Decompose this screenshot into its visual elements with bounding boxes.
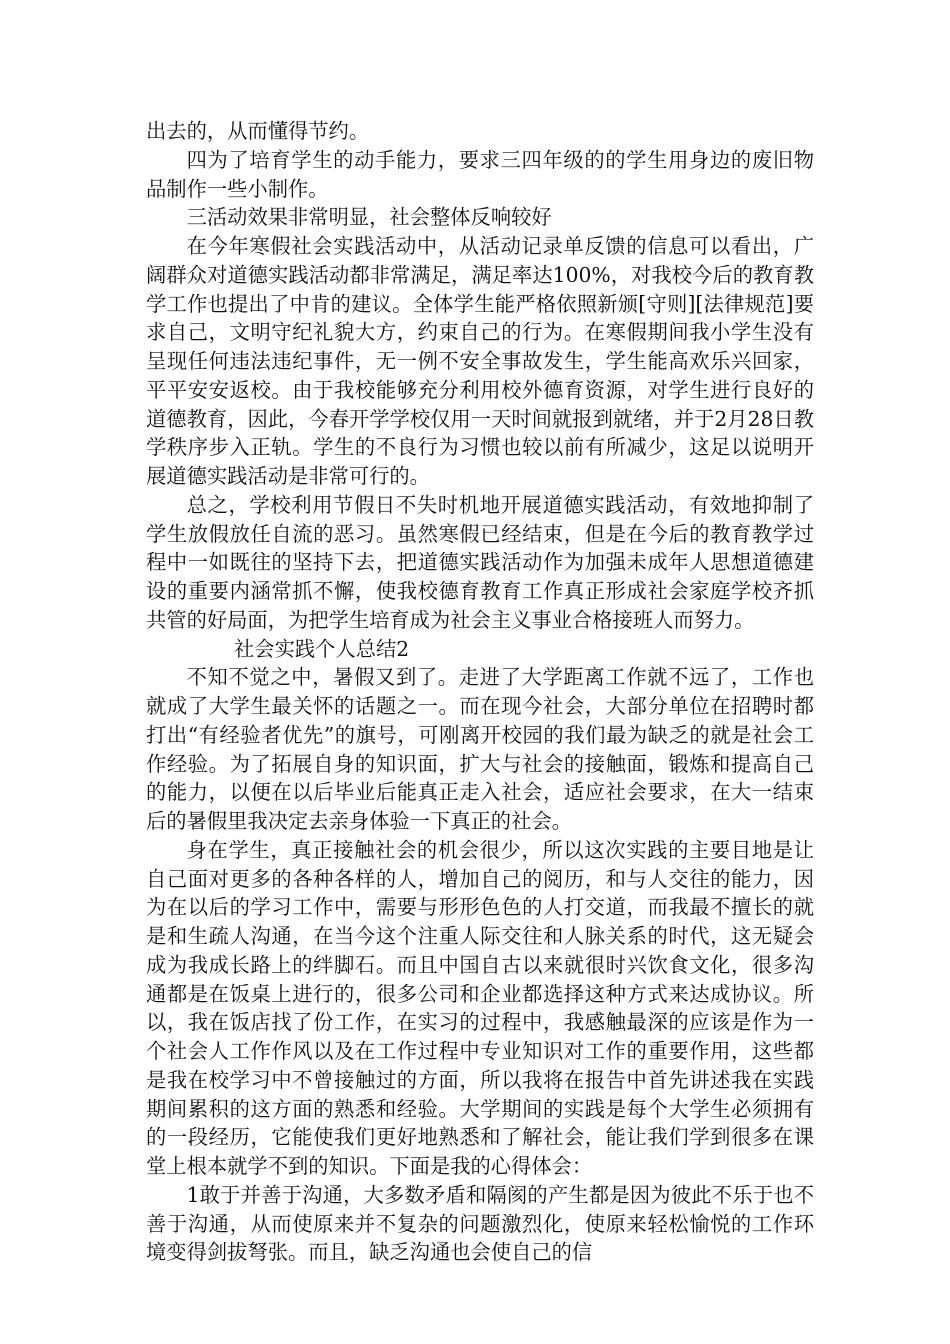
section-heading-3: 三活动效果非常明显，社会整体反响较好 <box>186 205 552 230</box>
paragraph-5: 总之，学校利用节假日不失时机地开展道德实践活动，有效地抑制了学生放假放任自流的恶习。虽然寒假已经结束，但是在今后的教育教学过程中一如既往的坚持下去，把道德实践活动作为加强未成年人思想道德建设的重要内涵常抓不懈，使我校德育教育工作真正形成社会家庭学校齐抓共管的好局面，为把学生培育成为社会主义事业合格接班人而努力。 <box>146 492 814 632</box>
paragraph-2: 四为了培育学生的动手能力，要求三四年级的的学生用身边的废旧物品制作一些小制作。 <box>146 147 814 201</box>
paragraph-1: 出去的，从而懂得节约。 <box>146 119 370 143</box>
paragraph-9: 1敢于并善于沟通，大多数矛盾和隔阂的产生都是因为彼此不乐于也不善于沟通，从而使原来并不复杂的问题激烈化，使原来轻松愉悦的工作环境变得剑拔弩张。而且，缺乏沟通也会使自己的信 <box>146 1182 814 1265</box>
section-title-summary-2: 社会实践个人总结2 <box>234 636 410 661</box>
document-page <box>146 117 814 1267</box>
paragraph-4: 在今年寒假社会实践活动中，从活动记录单反馈的信息可以看出，广阔群众对道德实践活动都非常满足，满足率达100%，对我校今后的教育教学工作也提出了中肯的建议。全体学生能严格依照新颁[守则][法律规范]要求自己，文明守纪礼貌大方，约束自己的行为。在寒假期间我小学生没有呈现任何违法违纪事件，无一例不安全事故发生，学生能高欢乐兴回家，平平安安返校。由于我校能够充分利用校外德育资源，对学生进行良好的道德教育，因此，今春开学学校仅用一天时间就报到就绪，并于2月28日教学秩序步入正轨。学生的不良行为习惯也较以前有所减少，这足以说明开展道德实践活动是非常可行的。 <box>146 234 814 488</box>
paragraph-7: 不知不觉之中，暑假又到了。走进了大学距离工作就不远了，工作也就成了大学生最关怀的话题之一。而在现今社会，大部分单位在招聘时都打出“有经验者优先”的旗号，可刚离开校园的我们最为缺乏的就是社会工作经验。为了拓展自身的知识面，扩大与社会的接触面，锻炼和提高自己的能力，以便在以后毕业后能真正走入社会，适应社会要求，在大一结束后的暑假里我决定去亲身体验一下真正的社会。 <box>146 665 814 833</box>
paragraph-8: 身在学生，真正接触社会的机会很少，所以这次实践的主要目地是让自己面对更多的各种各样的人，增加自己的阅历，和与人交往的能力，因为在以后的学习工作中，需要与形形色色的人打交道，而我最不擅长的就是和生疏人沟通，在当今这个注重人际交往和人脉关系的时代，这无疑会成为我成长路上的绊脚石。而且中国自古以来就很时兴饮食文化，很多沟通都是在饭桌上进行的，很多公司和企业都选择这种方式来达成协议。所以，我在饭店找了份工作，在实习的过程中，我感触最深的应该是作为一个社会人工作作风以及在工作过程中专业知识对工作的重要作用，这些都是我在校学习中不曾接触过的方面，所以我将在报告中首先讲述我在实践期间累积的这方面的熟悉和经验。大学期间的实践是每个大学生必须拥有的一段经历，它能使我们更好地熟悉和了解社会，能让我们学到很多在课堂上根本就学不到的知识。下面是我的心得体会： <box>146 837 814 1178</box>
